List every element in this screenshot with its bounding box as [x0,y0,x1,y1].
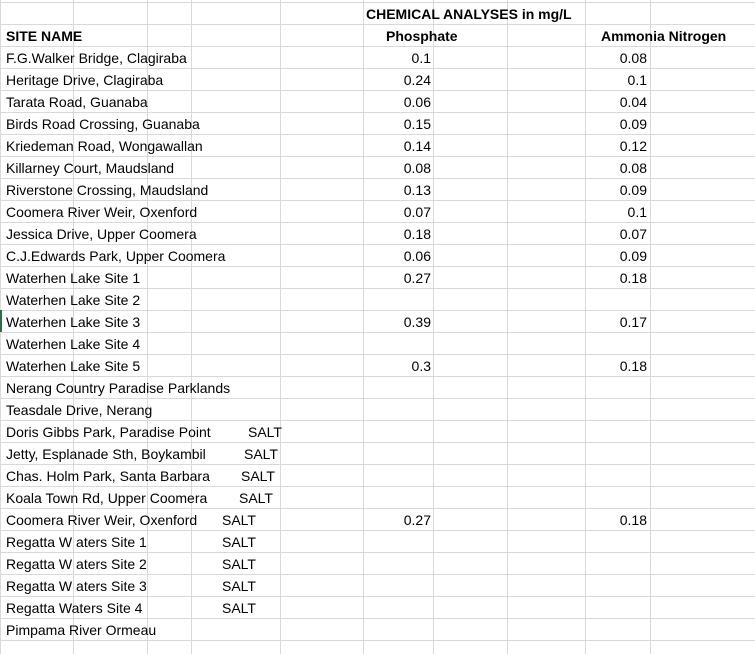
site-name-cell[interactable]: F.G.Walker Bridge, Clagiraba [6,50,187,66]
phosphate-cell[interactable]: 0.1 [411,50,431,66]
ammonia-nitrogen-cell[interactable]: 0.04 [619,94,647,110]
site-name-cell[interactable]: Killarney Court, Maudsland [6,160,175,176]
ammonia-nitrogen-cell[interactable]: 0.12 [619,138,647,154]
site-name-cell[interactable]: Regatta W aters Site 3 [6,578,147,594]
phosphate-cell[interactable] [363,487,431,509]
site-name-cell[interactable]: Coomera River Weir, Oxenford [6,204,198,220]
ammonia-nitrogen-cell[interactable]: 0.07 [619,226,647,242]
phosphate-cell[interactable] [363,553,431,575]
salt-flag-cell[interactable]: SALT [244,446,278,462]
ammonia-nitrogen-cell[interactable] [585,531,647,553]
site-name-cell[interactable]: Koala Town Rd, Upper Coomera [6,490,208,506]
header-phosphate[interactable]: Phosphate [386,28,458,44]
site-name-cell[interactable]: Waterhen Lake Site 1 [6,270,141,286]
site-name-cell[interactable]: Teasdale Drive, Nerang [6,402,153,418]
site-name-cell[interactable]: Birds Road Crossing, Guanaba [6,116,200,132]
phosphate-cell[interactable] [363,465,431,487]
phosphate-cell[interactable]: 0.07 [403,204,431,220]
site-name-cell[interactable]: Tarata Road, Guanaba [6,94,148,110]
phosphate-cell[interactable]: 0.15 [403,116,431,132]
salt-flag-cell[interactable]: SALT [222,600,256,616]
ammonia-nitrogen-cell[interactable] [585,465,647,487]
ammonia-nitrogen-cell[interactable]: 0.1 [627,72,647,88]
salt-flag-cell[interactable]: SALT [241,468,275,484]
header-site-name[interactable]: SITE NAME [6,28,83,44]
ammonia-nitrogen-cell[interactable] [585,421,647,443]
column-gridline [191,0,192,654]
phosphate-cell[interactable]: 0.14 [403,138,431,154]
phosphate-cell[interactable]: 0.3 [411,358,431,374]
column-gridline [280,0,281,654]
site-name-cell[interactable]: Chas. Holm Park, Santa Barbara [6,468,210,484]
site-name-cell[interactable]: Waterhen Lake Site 2 [6,292,141,308]
phosphate-cell[interactable] [363,421,431,443]
salt-flag-cell[interactable]: SALT [222,534,256,550]
phosphate-cell[interactable] [363,289,431,311]
site-name-cell[interactable]: Nerang Country Paradise Parklands [6,380,231,396]
phosphate-cell[interactable] [363,619,431,641]
phosphate-cell[interactable]: 0.39 [403,314,431,330]
ammonia-nitrogen-cell[interactable] [585,333,647,355]
phosphate-cell[interactable]: 0.18 [403,226,431,242]
ammonia-nitrogen-cell[interactable] [585,399,647,421]
ammonia-nitrogen-cell[interactable] [585,377,647,399]
salt-flag-cell[interactable]: SALT [239,490,273,506]
ammonia-nitrogen-cell[interactable] [585,443,647,465]
phosphate-cell[interactable]: 0.08 [403,160,431,176]
site-name-cell[interactable]: Jessica Drive, Upper Coomera [6,226,197,242]
phosphate-cell[interactable]: 0.24 [403,72,431,88]
ammonia-nitrogen-cell[interactable]: 0.09 [619,116,647,132]
site-name-cell[interactable]: Waterhen Lake Site 4 [6,336,141,352]
header-chemical-analyses[interactable]: CHEMICAL ANALYSES in mg/L [366,6,572,22]
site-name-cell[interactable]: Waterhen Lake Site 3 [6,314,141,330]
ammonia-nitrogen-cell[interactable]: 0.08 [619,50,647,66]
phosphate-cell[interactable] [363,443,431,465]
ammonia-nitrogen-cell[interactable]: 0.1 [627,204,647,220]
ammonia-nitrogen-cell[interactable] [585,597,647,619]
site-name-cell[interactable]: Regatta W aters Site 2 [6,556,147,572]
phosphate-cell[interactable] [363,377,431,399]
salt-flag-cell[interactable]: SALT [248,424,282,440]
selected-cell-indicator [0,310,2,332]
ammonia-nitrogen-cell[interactable] [585,619,647,641]
phosphate-cell[interactable] [363,575,431,597]
site-name-cell[interactable]: Doris Gibbs Park, Paradise Point [6,424,211,440]
phosphate-cell[interactable] [363,399,431,421]
site-name-cell[interactable]: Heritage Drive, Clagiraba [6,72,164,88]
site-name-cell[interactable]: Jetty, Esplanade Sth, Boykambil [6,446,206,462]
column-gridline [507,0,508,654]
phosphate-cell[interactable]: 0.13 [403,182,431,198]
phosphate-cell[interactable] [363,597,431,619]
ammonia-nitrogen-cell[interactable]: 0.17 [619,314,647,330]
phosphate-cell[interactable] [363,333,431,355]
ammonia-nitrogen-cell[interactable]: 0.09 [619,182,647,198]
header-ammonia-nitrogen[interactable]: Ammonia Nitrogen [601,28,727,44]
site-name-cell[interactable]: Waterhen Lake Site 5 [6,358,141,374]
site-name-cell[interactable]: Regatta Waters Site 4 [6,600,143,616]
site-name-cell[interactable]: Pimpama River Ormeau [6,622,157,638]
ammonia-nitrogen-cell[interactable]: 0.18 [619,512,647,528]
ammonia-nitrogen-cell[interactable] [585,575,647,597]
salt-flag-cell[interactable]: SALT [222,512,256,528]
phosphate-cell[interactable]: 0.27 [403,512,431,528]
ammonia-nitrogen-cell[interactable] [585,289,647,311]
column-gridline [650,0,651,654]
salt-flag-cell[interactable]: SALT [222,578,256,594]
salt-flag-cell[interactable]: SALT [222,556,256,572]
site-name-cell[interactable]: Coomera River Weir, Oxenford [6,512,198,528]
ammonia-nitrogen-cell[interactable]: 0.08 [619,160,647,176]
site-name-cell[interactable]: C.J.Edwards Park, Upper Coomera [6,248,226,264]
phosphate-cell[interactable] [363,531,431,553]
phosphate-cell[interactable]: 0.06 [403,248,431,264]
ammonia-nitrogen-cell[interactable] [585,553,647,575]
ammonia-nitrogen-cell[interactable] [585,487,647,509]
site-name-cell[interactable]: Kriedeman Road, Wongawallan [6,138,203,154]
ammonia-nitrogen-cell[interactable]: 0.18 [619,358,647,374]
site-name-cell[interactable]: Riverstone Crossing, Maudsland [6,182,209,198]
phosphate-cell[interactable]: 0.06 [403,94,431,110]
column-gridline [433,0,434,654]
ammonia-nitrogen-cell[interactable]: 0.09 [619,248,647,264]
phosphate-cell[interactable]: 0.27 [403,270,431,286]
site-name-cell[interactable]: Regatta W aters Site 1 [6,534,147,550]
ammonia-nitrogen-cell[interactable]: 0.18 [619,270,647,286]
